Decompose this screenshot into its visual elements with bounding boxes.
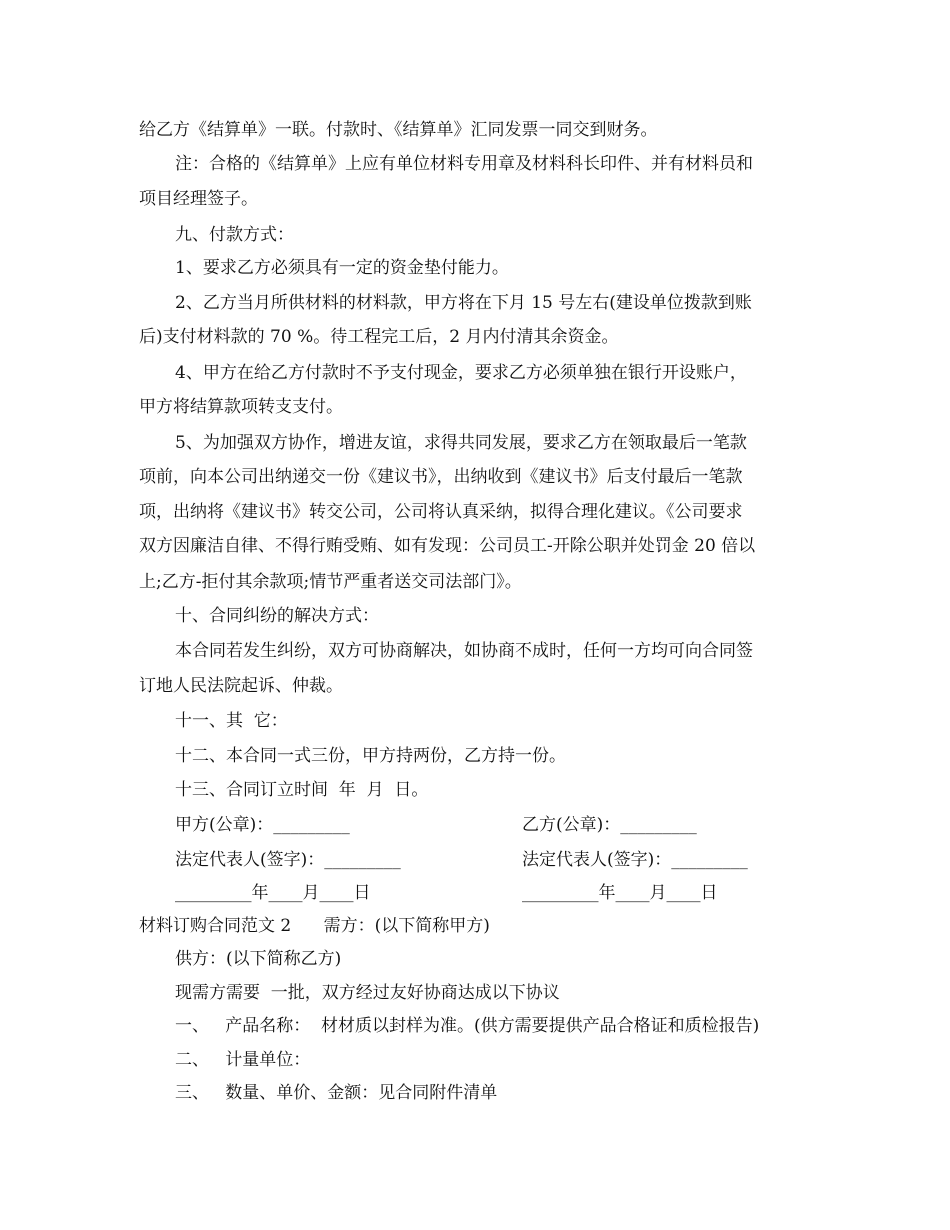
text-line: 三、 数量、单价、金额：见合同附件清单 [175,1083,498,1103]
text-line: 十二、本合同一式三份，甲方持两份，乙方持一份。 [175,746,566,766]
sign-party-b-seal: 乙方(公章)：_________ [522,815,697,835]
text-line: 项，出纳将《建议书》转交公司，公司将认真采纳，拟得合理化建议。《公司要求 [139,502,743,522]
sign-party-b-rep: 法定代表人(签字)：_________ [522,850,748,870]
text-line: 一、 产品名称： 材材质以封样为准。(供方需要提供产品合格证和质检报告) [175,1016,760,1036]
text-line: 十三、合同订立时间 年 月 日。 [175,780,429,800]
text-line: 供方：(以下简称乙方) [175,949,342,969]
section-heading-dispute: 十、合同纠纷的解决方式： [175,606,379,626]
text-line: 2、乙方当月所供材料的材料款，甲方将在下月 15 号左右(建设单位拨款到账 [175,293,752,313]
text-line: 4、甲方在给乙方付款时不予支付现金，要求乙方必须单独在银行开设账户， [175,363,747,383]
sign-party-a-date: _________年____月____日 [175,883,371,903]
text-line: 1、要求乙方必须具有一定的资金垫付能力。 [175,258,509,278]
section-heading-payment: 九、付款方式： [175,225,294,245]
text-line: 本合同若发生纠纷，双方可协商解决，如协商不成时，任何一方均可向合同签 [175,641,753,661]
text-line: 给乙方《结算单》一联。付款时、《结算单》汇同发票一同交到财务。 [139,120,658,140]
text-line: 双方因廉洁自律、不得行贿受贿、如有发现：公司员工-开除公职并处罚金 20 倍以 [139,536,756,556]
text-line: 甲方将结算款项转支支付。 [139,397,343,417]
sign-party-a-seal: 甲方(公章)：_________ [175,815,350,835]
text-line: 订地人民法院起诉、仲裁。 [139,676,343,696]
text-line: 注：合格的《结算单》上应有单位材料专用章及材料科长印件、并有材料员和 [175,154,753,174]
section-heading-other: 十一、其 它： [175,711,288,731]
contract-title-2: 材料订购合同范文 2 需方：(以下简称甲方) [139,916,490,936]
text-line: 后)支付材料款的 70 %。待工程完工后，2 月内付清其余资金。 [139,327,619,347]
text-line: 上;乙方-拒付其余款项;情节严重者送交司法部门》。 [139,572,522,592]
text-line: 项目经理签子。 [139,189,258,209]
text-line: 现需方需要 一批，双方经过友好协商达成以下协议 [175,983,560,1003]
sign-party-b-date: _________年____月____日 [522,883,718,903]
text-line: 5、为加强双方协作，增进友谊，求得共同发展，要求乙方在领取最后一笔款 [175,433,747,453]
text-line: 二、 计量单位： [175,1050,311,1070]
sign-party-a-rep: 法定代表人(签字)：_________ [175,850,401,870]
text-line: 项前，向本公司出纳递交一份《建议书》，出纳收到《建议书》后支付最后一笔款 [139,467,743,487]
